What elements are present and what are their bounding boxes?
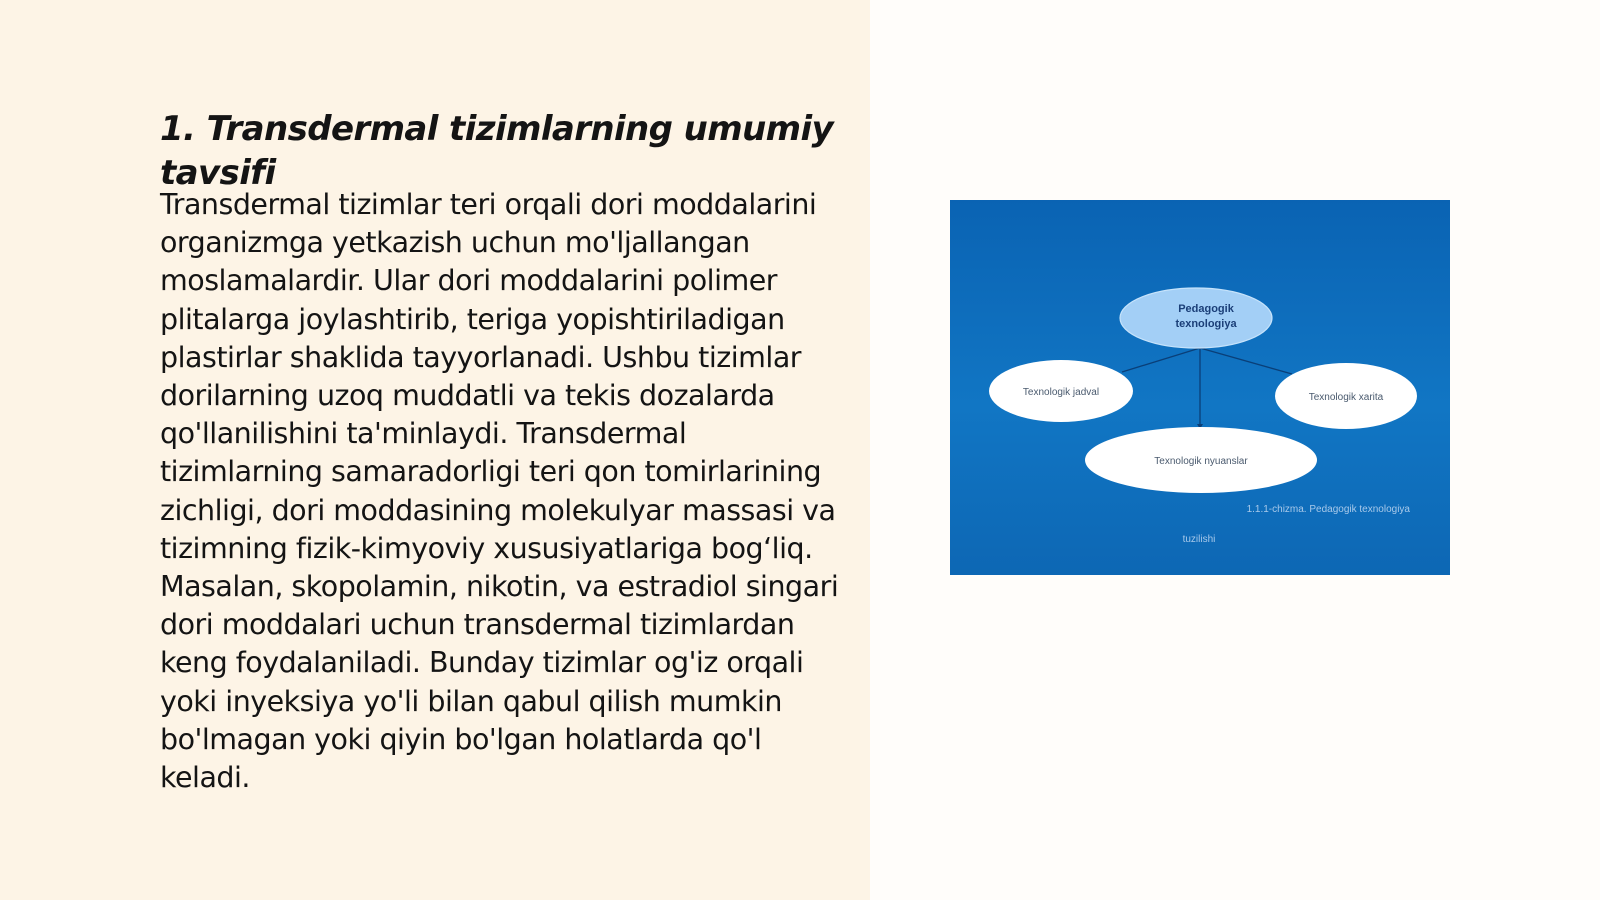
connector-left xyxy=(1122,348,1200,372)
figure-caption-line1: 1.1.1-chizma. Pedagogik texnologiya xyxy=(1246,504,1410,515)
figure-caption-line2: tuzilishi xyxy=(1182,534,1216,545)
node-center-label-line1: Pedagogik xyxy=(1178,303,1234,315)
node-left-label: Texnologik jadval xyxy=(1022,387,1100,398)
diagram-svg xyxy=(950,200,1450,575)
connector-right xyxy=(1200,348,1292,374)
node-center-label-line2: texnologiya xyxy=(1175,318,1237,330)
slide-title: 1. Transdermal tizimlarning umumiy tavsifi xyxy=(160,109,834,193)
diagram-image xyxy=(950,200,1450,575)
slide-body-text: Transdermal tizimlar teri orqali dori moddalarini organizmga yetkazish uchun mo'ljallangan moslamalardir. Ular dori moddalarini polimer plitalarga joylashtirib, teriga yopishtiriladigan plastirlar shaklida tayyorlanadi. Ushbu tizimlar dorilarning uzoq muddatli va tekis dozalarda qo'llanilishini ta'minlaydi. Transdermal tizimlarning samaradorligi teri qon tomirlarining zichligi, dori moddasining molekulyar massasi va tizimning fizik-kimyoviy xususiyatlariga bog‘liq. Masalan, skopolamin, nikotin, va estradiol singari dori moddalari uchun transdermal tizimlardan keng foydalaniladi. Bunday tizimlar og'iz orqali yoki inyeksiya yo'li bilan qabul qilish mumkin bo'lmagan yoki qiyin bo'lgan holatlarda qo'l keladi. xyxy=(160,188,839,795)
node-right-label: Texnologik xarita xyxy=(1308,392,1384,403)
node-bottom-label: Texnologik nyuanslar xyxy=(1154,456,1248,467)
